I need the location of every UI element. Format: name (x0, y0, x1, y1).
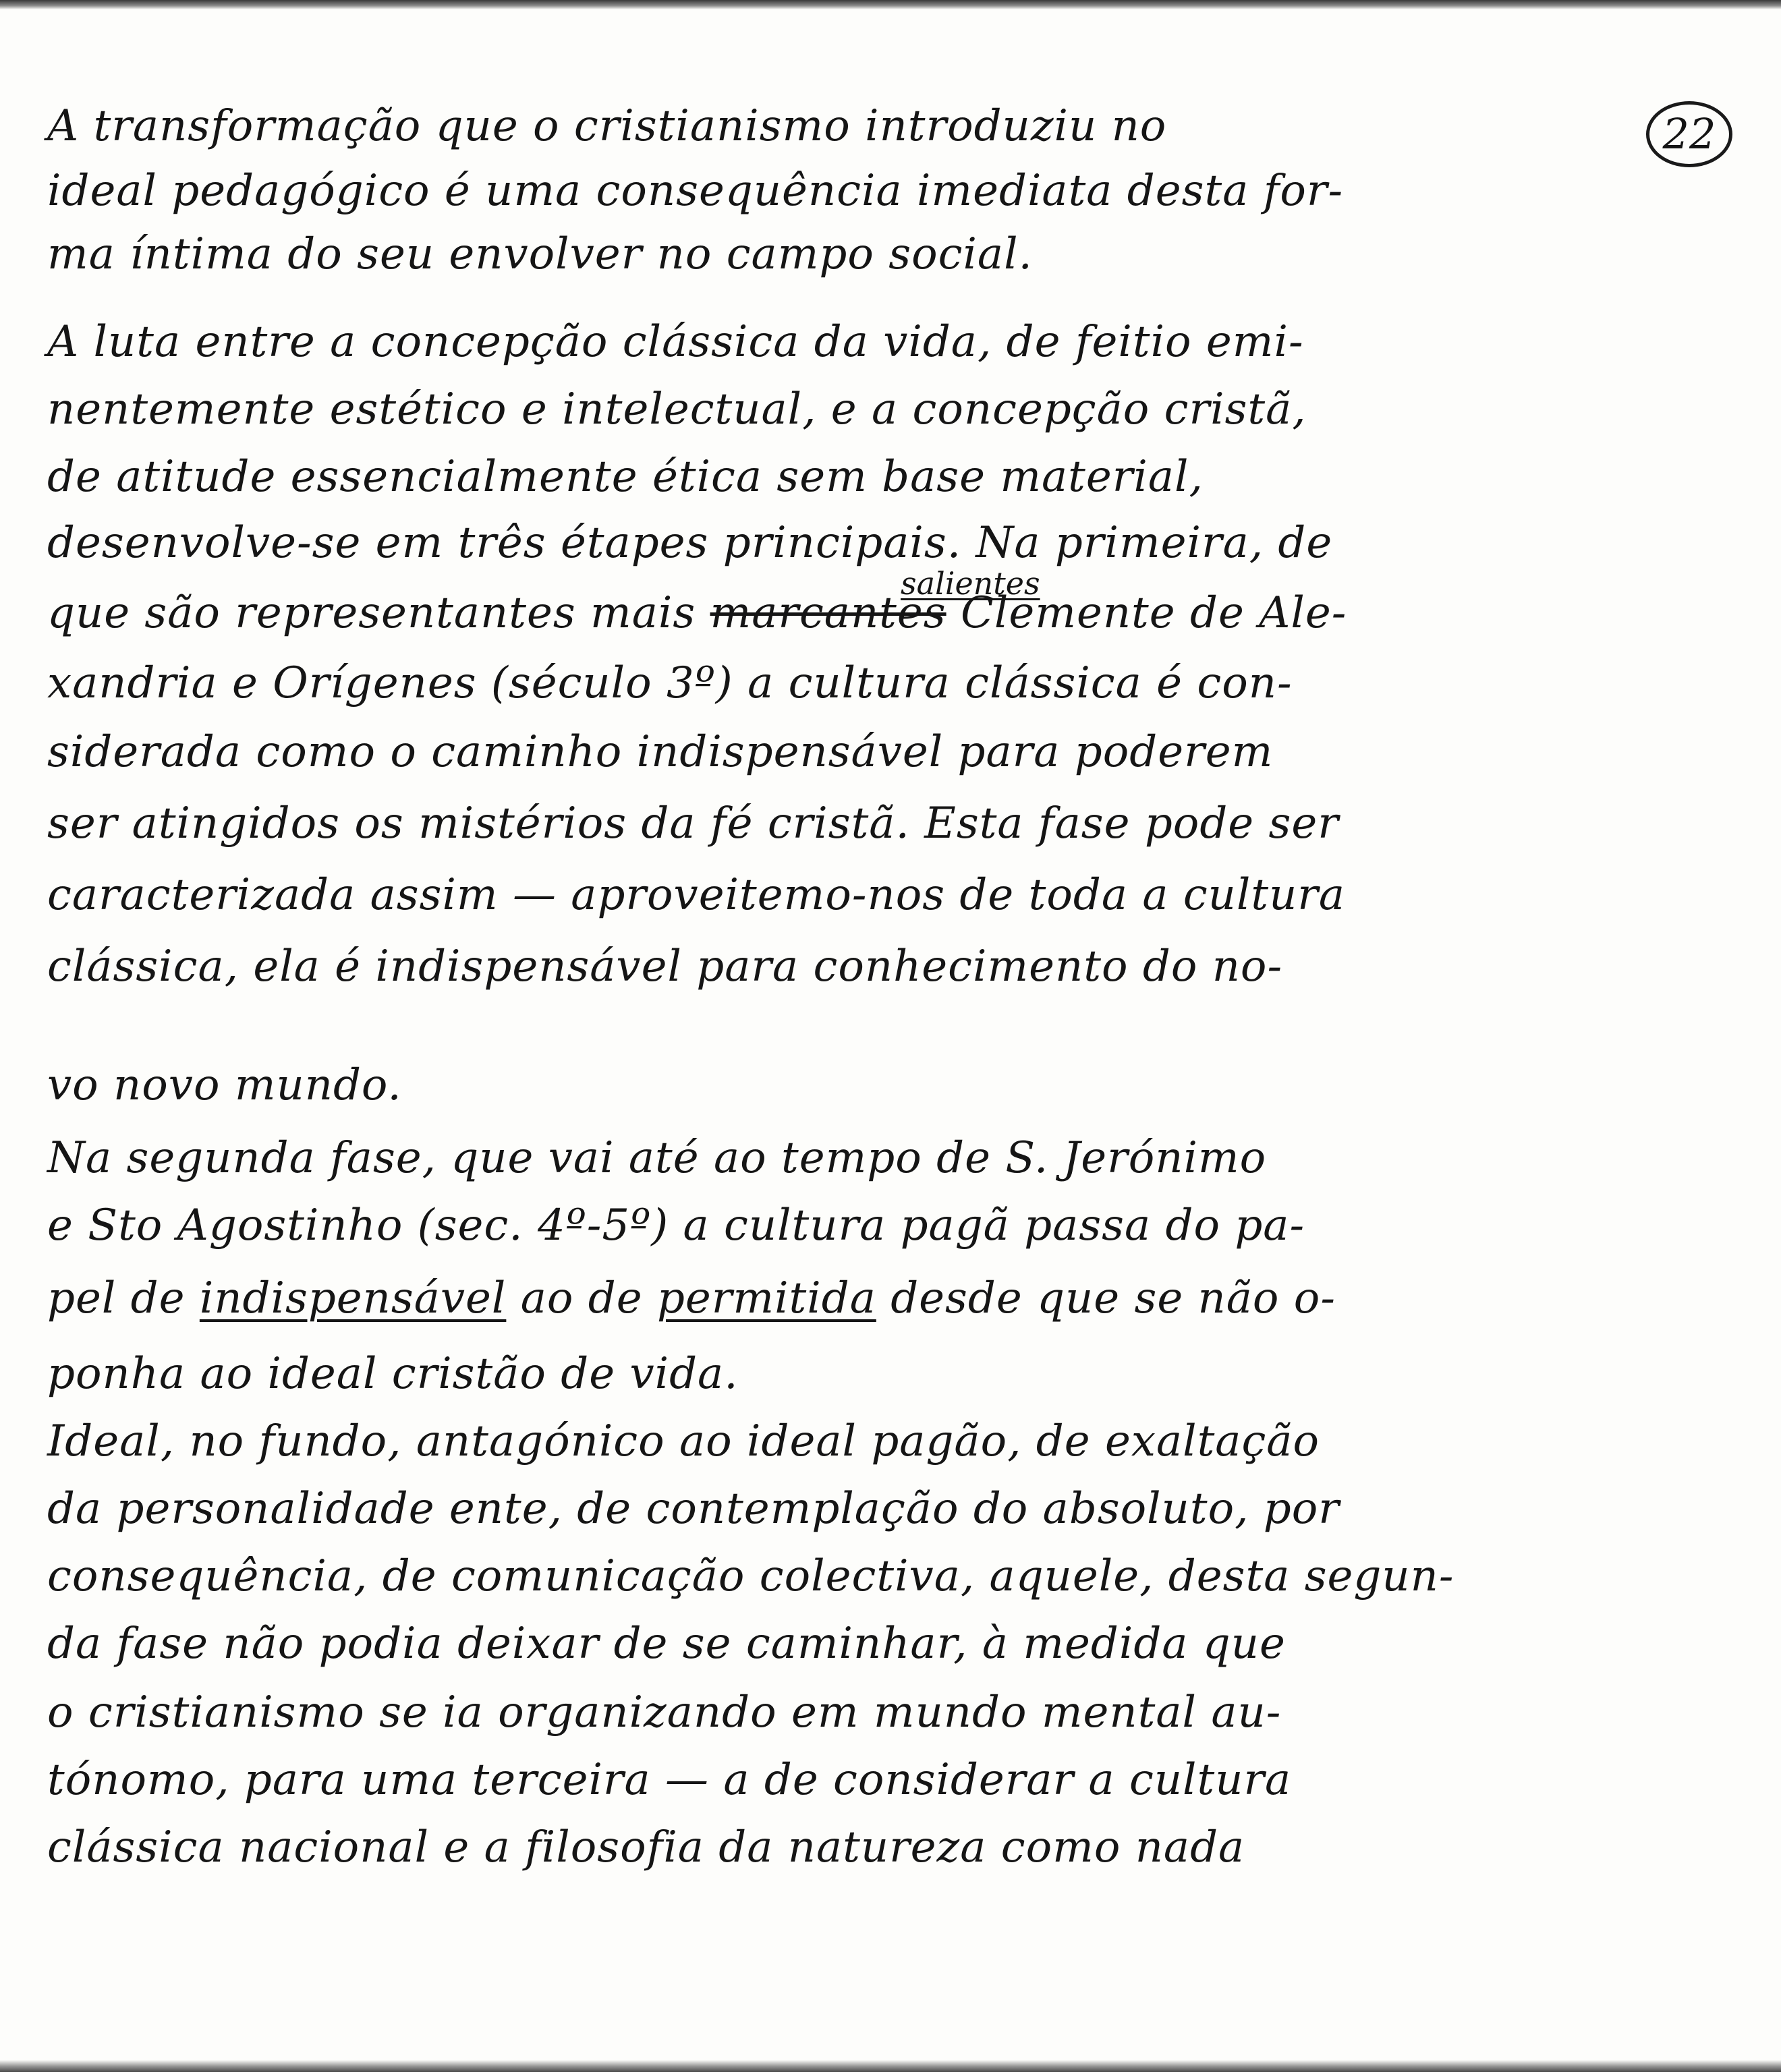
text-line-23: da fase não podia deixar de se caminhar, à medida que (47, 1619, 1286, 1669)
text-line-17: e Sto Agostinho (sec. 4º-5º) a cultura pagã passa do pa- (47, 1201, 1305, 1250)
text-line-16: Na segunda fase, que vai até ao tempo de S. Jerónimo (47, 1133, 1267, 1183)
page-number: 22 (1662, 109, 1716, 159)
text-line-8: que são representantes mais marcantes Clemente de Ale- (47, 588, 1347, 638)
text-line-19: ponha ao ideal cristão de vida. (47, 1349, 739, 1399)
scan-edge-top (0, 0, 1781, 9)
text-line-13: clássica, ela é indispensável para conhecimento do no- (47, 942, 1283, 991)
text-line-21: da personalidade ente, de contemplação do absoluto, por (47, 1484, 1340, 1534)
scan-edge-bottom (0, 2060, 1781, 2072)
text-line-7: desenvolve-se em três étapes principais. Na primeira, de (47, 518, 1333, 568)
text-line-20: Ideal, no fundo, antagónico ao ideal pagão, de exaltação (47, 1416, 1320, 1466)
text-line-6: de atitude essencialmente ética sem base material, (47, 452, 1204, 502)
text-line-2: ideal pedagógico é uma consequência imediata desta for- (47, 166, 1344, 216)
text-line-4: A luta entre a concepção clássica da vida, de feitio emi- (47, 317, 1304, 367)
text-line-26: clássica nacional e a filosofia da natureza como nada (47, 1822, 1245, 1872)
text-line-9: xandria e Orígenes (século 3º) a cultura clássica é con- (47, 658, 1293, 708)
text-line-15: vo novo mundo. (47, 1060, 402, 1110)
text-line-24: o cristianismo se ia organizando em mundo mental au- (47, 1688, 1282, 1737)
struck-word: marcantes (710, 588, 946, 638)
text-line-22: consequência, de comunicação colectiva, aquele, desta segun- (47, 1551, 1454, 1601)
underlined-word-2: permitida (656, 1273, 876, 1323)
text-line-5: nentemente estético e intelectual, e a concepção cristã, (47, 384, 1307, 434)
text-line-11: ser atingidos os mistérios da fé cristã. Esta fase pode ser (47, 799, 1339, 848)
text-line-10: siderada como o caminho indispensável para poderem (47, 727, 1274, 777)
text-line-12: caracterizada assim — aproveitemo-nos de toda a cultura (47, 870, 1346, 920)
text-line-25: tónomo, para uma terceira — a de considerar a cultura (47, 1755, 1292, 1805)
text-line-1: A transformação que o cristianismo introduziu no (47, 101, 1167, 151)
page-number-circle (1646, 101, 1732, 167)
text-line-3: ma íntima do seu envolver no campo social. (47, 229, 1033, 279)
inserted-word: salientes (901, 565, 1040, 602)
text-line-18: pel de indispensável ao de permitida desde que se não o- (47, 1273, 1336, 1323)
underlined-word-1: indispensável (199, 1273, 507, 1323)
